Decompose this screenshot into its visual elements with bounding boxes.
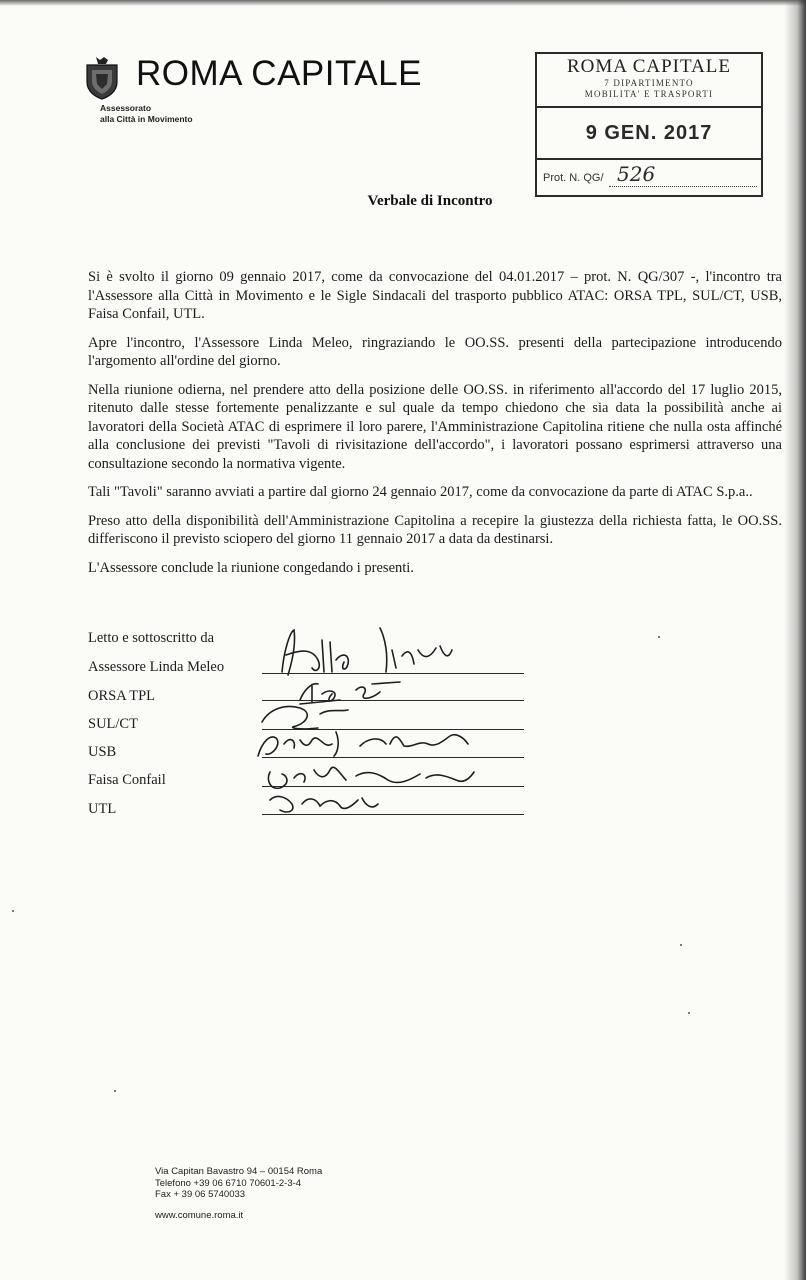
body-paragraph: Preso atto della disponibilità dell'Amministrazione Capitolina a recepire la giustezza della richiesta fatta, le OO.SS. differiscono il previsto sciopero del giorno 11 gennaio 2017 a data da destinarsi. (88, 512, 782, 547)
scan-speck (114, 1090, 116, 1092)
signature-usb (258, 732, 468, 756)
stamp-org: ROMA CAPITALE (566, 56, 732, 77)
footer-contacts (155, 1166, 322, 1221)
department-line-1: Assessorato (100, 103, 152, 113)
footer-phone: Telefono +39 06 6710 70601-2-3-4 (155, 1177, 302, 1189)
signatory-orsa-tpl: ORSA TPL (88, 688, 156, 704)
scan-speck (658, 636, 660, 638)
footer-fax: Fax + 39 06 5740033 (155, 1189, 246, 1200)
signatory-faisa-confail: Faisa Confail (88, 772, 166, 788)
stamp-protocol-number: 526 (617, 162, 656, 186)
footer-website: www.comune.roma.it (155, 1209, 244, 1221)
footer-address: Via Capitan Bavastro 94 – 00154 Roma (155, 1166, 323, 1177)
scan-speck (688, 1012, 690, 1014)
signature-orsa-tpl (300, 682, 400, 702)
signature-utl (270, 797, 378, 812)
body-paragraph: Apre l'incontro, l'Assessore Linda Meleo, ringraziando le OO.SS. presenti della partecipazione introducendo l'argomento all'ordine del giorno. (88, 334, 782, 369)
body-paragraph: Nella riunione odierna, nel prendere atto della posizione delle OO.SS. in riferimento all'accordo del 17 luglio 2015, ritenuto dalle stesse fortemente penalizzante e sul quale da tempo chiedono che sia data la possibilità anche ai lavoratori della Società ATAC di esprimere il loro parere, l'Amministrazione Capitolina ritiene che nulla osta affinché alla conclusione dei previsti "Tavoli di rivisitazione dell'accordo", i lavoratori possano esprimersi attraverso una consultazione secondo la normativa vigente. (88, 381, 782, 472)
signatory-utl: UTL (88, 801, 117, 817)
stamp-office: MOBILITA' E TRASPORTI (584, 89, 714, 99)
signatory-sul-ct: SUL/CT (88, 716, 138, 732)
signature-sul-ct (262, 700, 348, 729)
body-paragraph: L'Assessore conclude la riunione congedando i presenti. (88, 559, 414, 576)
signatory-usb: USB (88, 744, 117, 760)
body-paragraph: Tali "Tavoli" saranno avviati a partire dal giorno 24 gennaio 2017, come da convocazione da parte di ATAC S.p.a.. (88, 484, 753, 500)
signatory-assessore: Assessore Linda Meleo (88, 659, 225, 675)
signatory-intro: Letto e sottoscritto da (88, 630, 215, 646)
org-name: ROMA CAPITALE (136, 54, 422, 93)
signature-faisa-confail (268, 767, 474, 788)
stamp-date: 9 GEN. 2017 (537, 108, 761, 160)
scan-speck (12, 910, 14, 912)
stamp-department: 7 DIPARTIMENTO (604, 78, 694, 88)
document-title: Verbale di Incontro (367, 193, 493, 209)
signature-assessore (282, 628, 452, 675)
department-line-2: alla Città in Movimento (100, 114, 193, 124)
stamp-protocol-label: Prot. N. QG/ (543, 172, 604, 184)
scan-speck (680, 944, 682, 946)
body-paragraph: Si è svolto il giorno 09 gennaio 2017, come da convocazione del 04.01.2017 – prot. N. QG/307 -, l'incontro tra l'Assessore alla Città in Movimento e le Sigle Sindacali del trasporto pubblico ATAC: ORSA TPL, SUL/CT, USB, Faisa Confail, UTL. (88, 269, 782, 322)
